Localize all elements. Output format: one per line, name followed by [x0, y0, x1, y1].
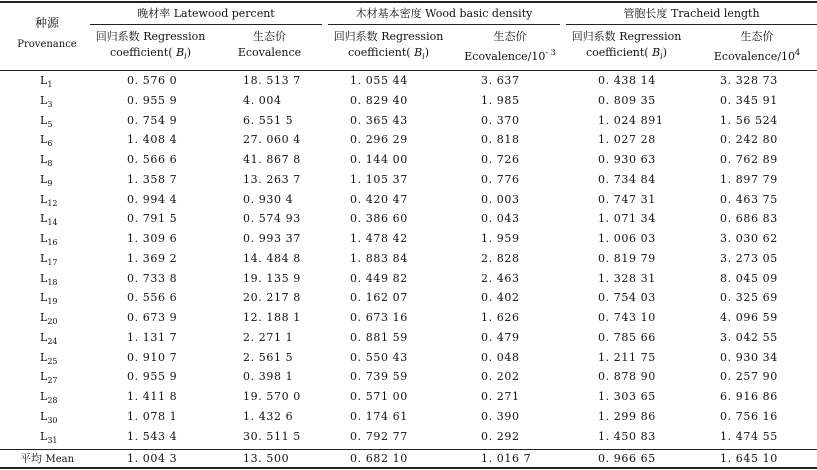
table-cell: 0. 930 63: [598, 153, 656, 166]
table-cell: 0. 785 66: [598, 331, 656, 344]
subheader-eco-latewood: 生态价 Ecovalence: [237, 30, 302, 59]
table-cell: 0. 463 75: [720, 193, 778, 206]
table-cell: 0. 365 43: [350, 114, 408, 127]
subheader-reg-density: 回归系数 Regression coefficient( $B_i$): [333, 30, 444, 61]
table-cell: 20. 217 8: [243, 291, 301, 304]
table-cell: 0. 271: [481, 390, 520, 403]
table-cell: 12. 188 1: [243, 311, 301, 324]
table-cell: 0. 390: [481, 410, 520, 423]
table-cell: 1. 883 84: [350, 252, 408, 265]
provenance-label: $L_{27}$: [40, 370, 58, 385]
table-cell: 0. 242 80: [720, 133, 778, 146]
table-cell: 0. 819 79: [598, 252, 656, 265]
mean-value: 0. 682 10: [350, 452, 408, 465]
table-cell: 3. 042 55: [720, 331, 778, 344]
table-cell: 0. 292: [481, 430, 520, 443]
group-rule-latewood: [90, 24, 322, 25]
table-cell: 1. 474 55: [720, 430, 778, 443]
table-cell: 1. 299 86: [598, 410, 656, 423]
provenance-label: $L_1$: [40, 74, 53, 89]
table-cell: 0. 438 14: [598, 74, 656, 87]
table-cell: 1. 985: [481, 94, 520, 107]
provenance-label: $L_{18}$: [40, 272, 58, 287]
group-en: Latewood percent: [173, 7, 275, 20]
table-cell: 2. 271 1: [243, 331, 294, 344]
table-cell: 0. 878 90: [598, 370, 656, 383]
table-cell: 1. 303 65: [598, 390, 656, 403]
mean-label: 平均 Mean: [20, 452, 75, 465]
table-cell: 0. 566 6: [127, 153, 178, 166]
table-cell: 0. 686 83: [720, 212, 778, 225]
mean-value: 1. 016 7: [481, 452, 532, 465]
group-zh: 管胞长度: [623, 7, 668, 20]
table-cell: 0. 202: [481, 370, 520, 383]
subheader-eco-density: 生态价 Ecovalence/$10^{- 3}$: [464, 30, 556, 63]
bottom-rule: [0, 467, 817, 469]
table-cell: 0. 325 69: [720, 291, 778, 304]
table-cell: 0. 571 00: [350, 390, 408, 403]
table-cell: 1. 411 8: [127, 390, 178, 403]
table-cell: 1. 024 891: [598, 114, 664, 127]
table-cell: 0. 910 7: [127, 351, 178, 364]
group-header-tracheid: [566, 7, 817, 20]
group-rule-density: [328, 24, 560, 25]
table-cell: 0. 743 10: [598, 311, 656, 324]
table-cell: 2. 561 5: [243, 351, 294, 364]
provenance-label: $L_5$: [40, 114, 53, 129]
table-cell: 19. 135 9: [243, 272, 301, 285]
provenance-label: $L_{20}$: [40, 311, 58, 326]
table-cell: 1. 450 83: [598, 430, 656, 443]
table-cell: 1. 131 7: [127, 331, 178, 344]
table-cell: 0. 818: [481, 133, 520, 146]
table-cell: 0. 402: [481, 291, 520, 304]
table-cell: 30. 511 5: [243, 430, 301, 443]
table-cell: 0. 550 43: [350, 351, 408, 364]
group-header-latewood: [90, 7, 322, 20]
table-cell: 0. 673 9: [127, 311, 178, 324]
mean-value: 1. 004 3: [127, 452, 178, 465]
mean-separator-rule: [0, 449, 817, 450]
table-cell: 0. 747 31: [598, 193, 656, 206]
top-rule: [0, 1, 817, 3]
mean-value: 0. 966 65: [598, 452, 656, 465]
table-cell: 1. 328 31: [598, 272, 656, 285]
table-cell: 0. 930 4: [243, 193, 294, 206]
table-cell: 0. 576 0: [127, 74, 178, 87]
table-cell: 0. 993 37: [243, 232, 301, 245]
table-cell: 1. 56 524: [720, 114, 778, 127]
group-header-density: [328, 7, 560, 20]
table-cell: 1. 897 79: [720, 173, 778, 186]
provenance-label: $L_8$: [40, 153, 53, 168]
table-cell: 1. 105 37: [350, 173, 408, 186]
table-cell: 0. 994 4: [127, 193, 178, 206]
table-cell: 4. 096 59: [720, 311, 778, 324]
table-cell: 0. 756 16: [720, 410, 778, 423]
table-cell: 0. 792 77: [350, 430, 408, 443]
table-cell: 0. 574 93: [243, 212, 301, 225]
table-cell: 0. 734 84: [598, 173, 656, 186]
table-cell: 1. 432 6: [243, 410, 294, 423]
table-cell: 0. 479: [481, 331, 520, 344]
provenance-label: $L_{17}$: [40, 252, 58, 267]
table-cell: 0. 449 82: [350, 272, 408, 285]
table-cell: 1. 071 34: [598, 212, 656, 225]
table-cell: 0. 174 61: [350, 410, 408, 423]
table-cell: 0. 345 91: [720, 94, 778, 107]
table-cell: 0. 296 29: [350, 133, 408, 146]
table-cell: 1. 478 42: [350, 232, 408, 245]
provenance-label: $L_{19}$: [40, 291, 58, 306]
table-cell: 1. 408 4: [127, 133, 178, 146]
table-cell: 0. 257 90: [720, 370, 778, 383]
table-cell: 1. 543 4: [127, 430, 178, 443]
table-cell: 0. 556 6: [127, 291, 178, 304]
table-cell: 2. 463: [481, 272, 520, 285]
table-cell: 6. 916 86: [720, 390, 778, 403]
provenance-label: $L_{16}$: [40, 232, 58, 247]
group-zh: 木材基本密度: [355, 7, 422, 20]
table-cell: 2. 828: [481, 252, 520, 265]
group-rule-tracheid: [566, 24, 817, 25]
table-cell: 0. 754 03: [598, 291, 656, 304]
table-cell: 13. 263 7: [243, 173, 301, 186]
table-cell: 0. 673 16: [350, 311, 408, 324]
table-cell: 3. 273 05: [720, 252, 778, 265]
table-cell: 0. 776: [481, 173, 520, 186]
group-en: Tracheid length: [670, 7, 760, 20]
table-cell: 1. 027 28: [598, 133, 656, 146]
provenance-header-en: Provenance: [17, 39, 77, 50]
header-bottom-rule: [0, 70, 817, 71]
subheader-reg-tracheid: 回归系数 Regression coefficient( $B_i$): [571, 30, 682, 61]
provenance-header-zh: 种源: [34, 16, 59, 30]
table-cell: 6. 551 5: [243, 114, 294, 127]
table-cell: 0. 955 9: [127, 370, 178, 383]
table-cell: 0. 739 59: [350, 370, 408, 383]
table-cell: 1. 211 75: [598, 351, 656, 364]
table-cell: 0. 955 9: [127, 94, 178, 107]
table-cell: 0. 762 89: [720, 153, 778, 166]
table-cell: 3. 030 62: [720, 232, 778, 245]
provenance-label: $L_{25}$: [40, 351, 58, 366]
subheader-eco-tracheid: 生态价 Ecovalence/$10^4$: [713, 30, 801, 63]
table-cell: 1. 959: [481, 232, 520, 245]
table-cell: 3. 328 73: [720, 74, 778, 87]
table-cell: 0. 162 07: [350, 291, 408, 304]
mean-value: 13. 500: [243, 452, 290, 465]
provenance-label: $L_6$: [40, 133, 53, 148]
table-cell: 0. 003: [481, 193, 520, 206]
table-cell: 4. 004: [243, 94, 282, 107]
table-cell: 1. 626: [481, 311, 520, 324]
provenance-label: $L_3$: [40, 94, 53, 109]
table-cell: 0. 726: [481, 153, 520, 166]
table-cell: 0. 733 8: [127, 272, 178, 285]
mean-value: 1. 645 10: [720, 452, 778, 465]
provenance-label: $L_{31}$: [40, 430, 58, 445]
table-cell: 0. 370: [481, 114, 520, 127]
table-cell: 8. 045 09: [720, 272, 778, 285]
table-cell: 1. 078 1: [127, 410, 178, 423]
table-cell: 0. 754 9: [127, 114, 178, 127]
group-en: Wood basic density: [425, 7, 533, 20]
table-cell: 3. 637: [481, 74, 520, 87]
table-cell: 1. 369 2: [127, 252, 178, 265]
table-cell: 0. 144 00: [350, 153, 408, 166]
table-cell: 0. 420 47: [350, 193, 408, 206]
table-cell: 0. 930 34: [720, 351, 778, 364]
table-cell: 27. 060 4: [243, 133, 301, 146]
table-cell: 41. 867 8: [243, 153, 301, 166]
table-cell: 0. 881 59: [350, 331, 408, 344]
table-cell: 19. 570 0: [243, 390, 301, 403]
table-cell: 18. 513 7: [243, 74, 301, 87]
table-cell: 1. 055 44: [350, 74, 408, 87]
table-cell: 14. 484 8: [243, 252, 301, 265]
provenance-label: $L_9$: [40, 173, 53, 188]
table-cell: 1. 006 03: [598, 232, 656, 245]
table-cell: 0. 829 40: [350, 94, 408, 107]
provenance-label: $L_{12}$: [40, 193, 58, 208]
table-cell: 1. 358 7: [127, 173, 178, 186]
table-cell: 0. 043: [481, 212, 520, 225]
table-cell: 0. 398 1: [243, 370, 294, 383]
provenance-label: $L_{24}$: [40, 331, 58, 346]
provenance-label: $L_{28}$: [40, 390, 58, 405]
group-zh: 晚材率: [137, 7, 171, 20]
provenance-label: $L_{14}$: [40, 212, 58, 227]
table-cell: 0. 386 60: [350, 212, 408, 225]
provenance-label: $L_{30}$: [40, 410, 58, 425]
table-cell: 0. 791 5: [127, 212, 178, 225]
table-cell: 0. 048: [481, 351, 520, 364]
table-cell: 1. 309 6: [127, 232, 178, 245]
subheader-reg-latewood: 回归系数 Regression coefficient( $B_i$): [95, 30, 206, 61]
table-cell: 0. 809 35: [598, 94, 656, 107]
